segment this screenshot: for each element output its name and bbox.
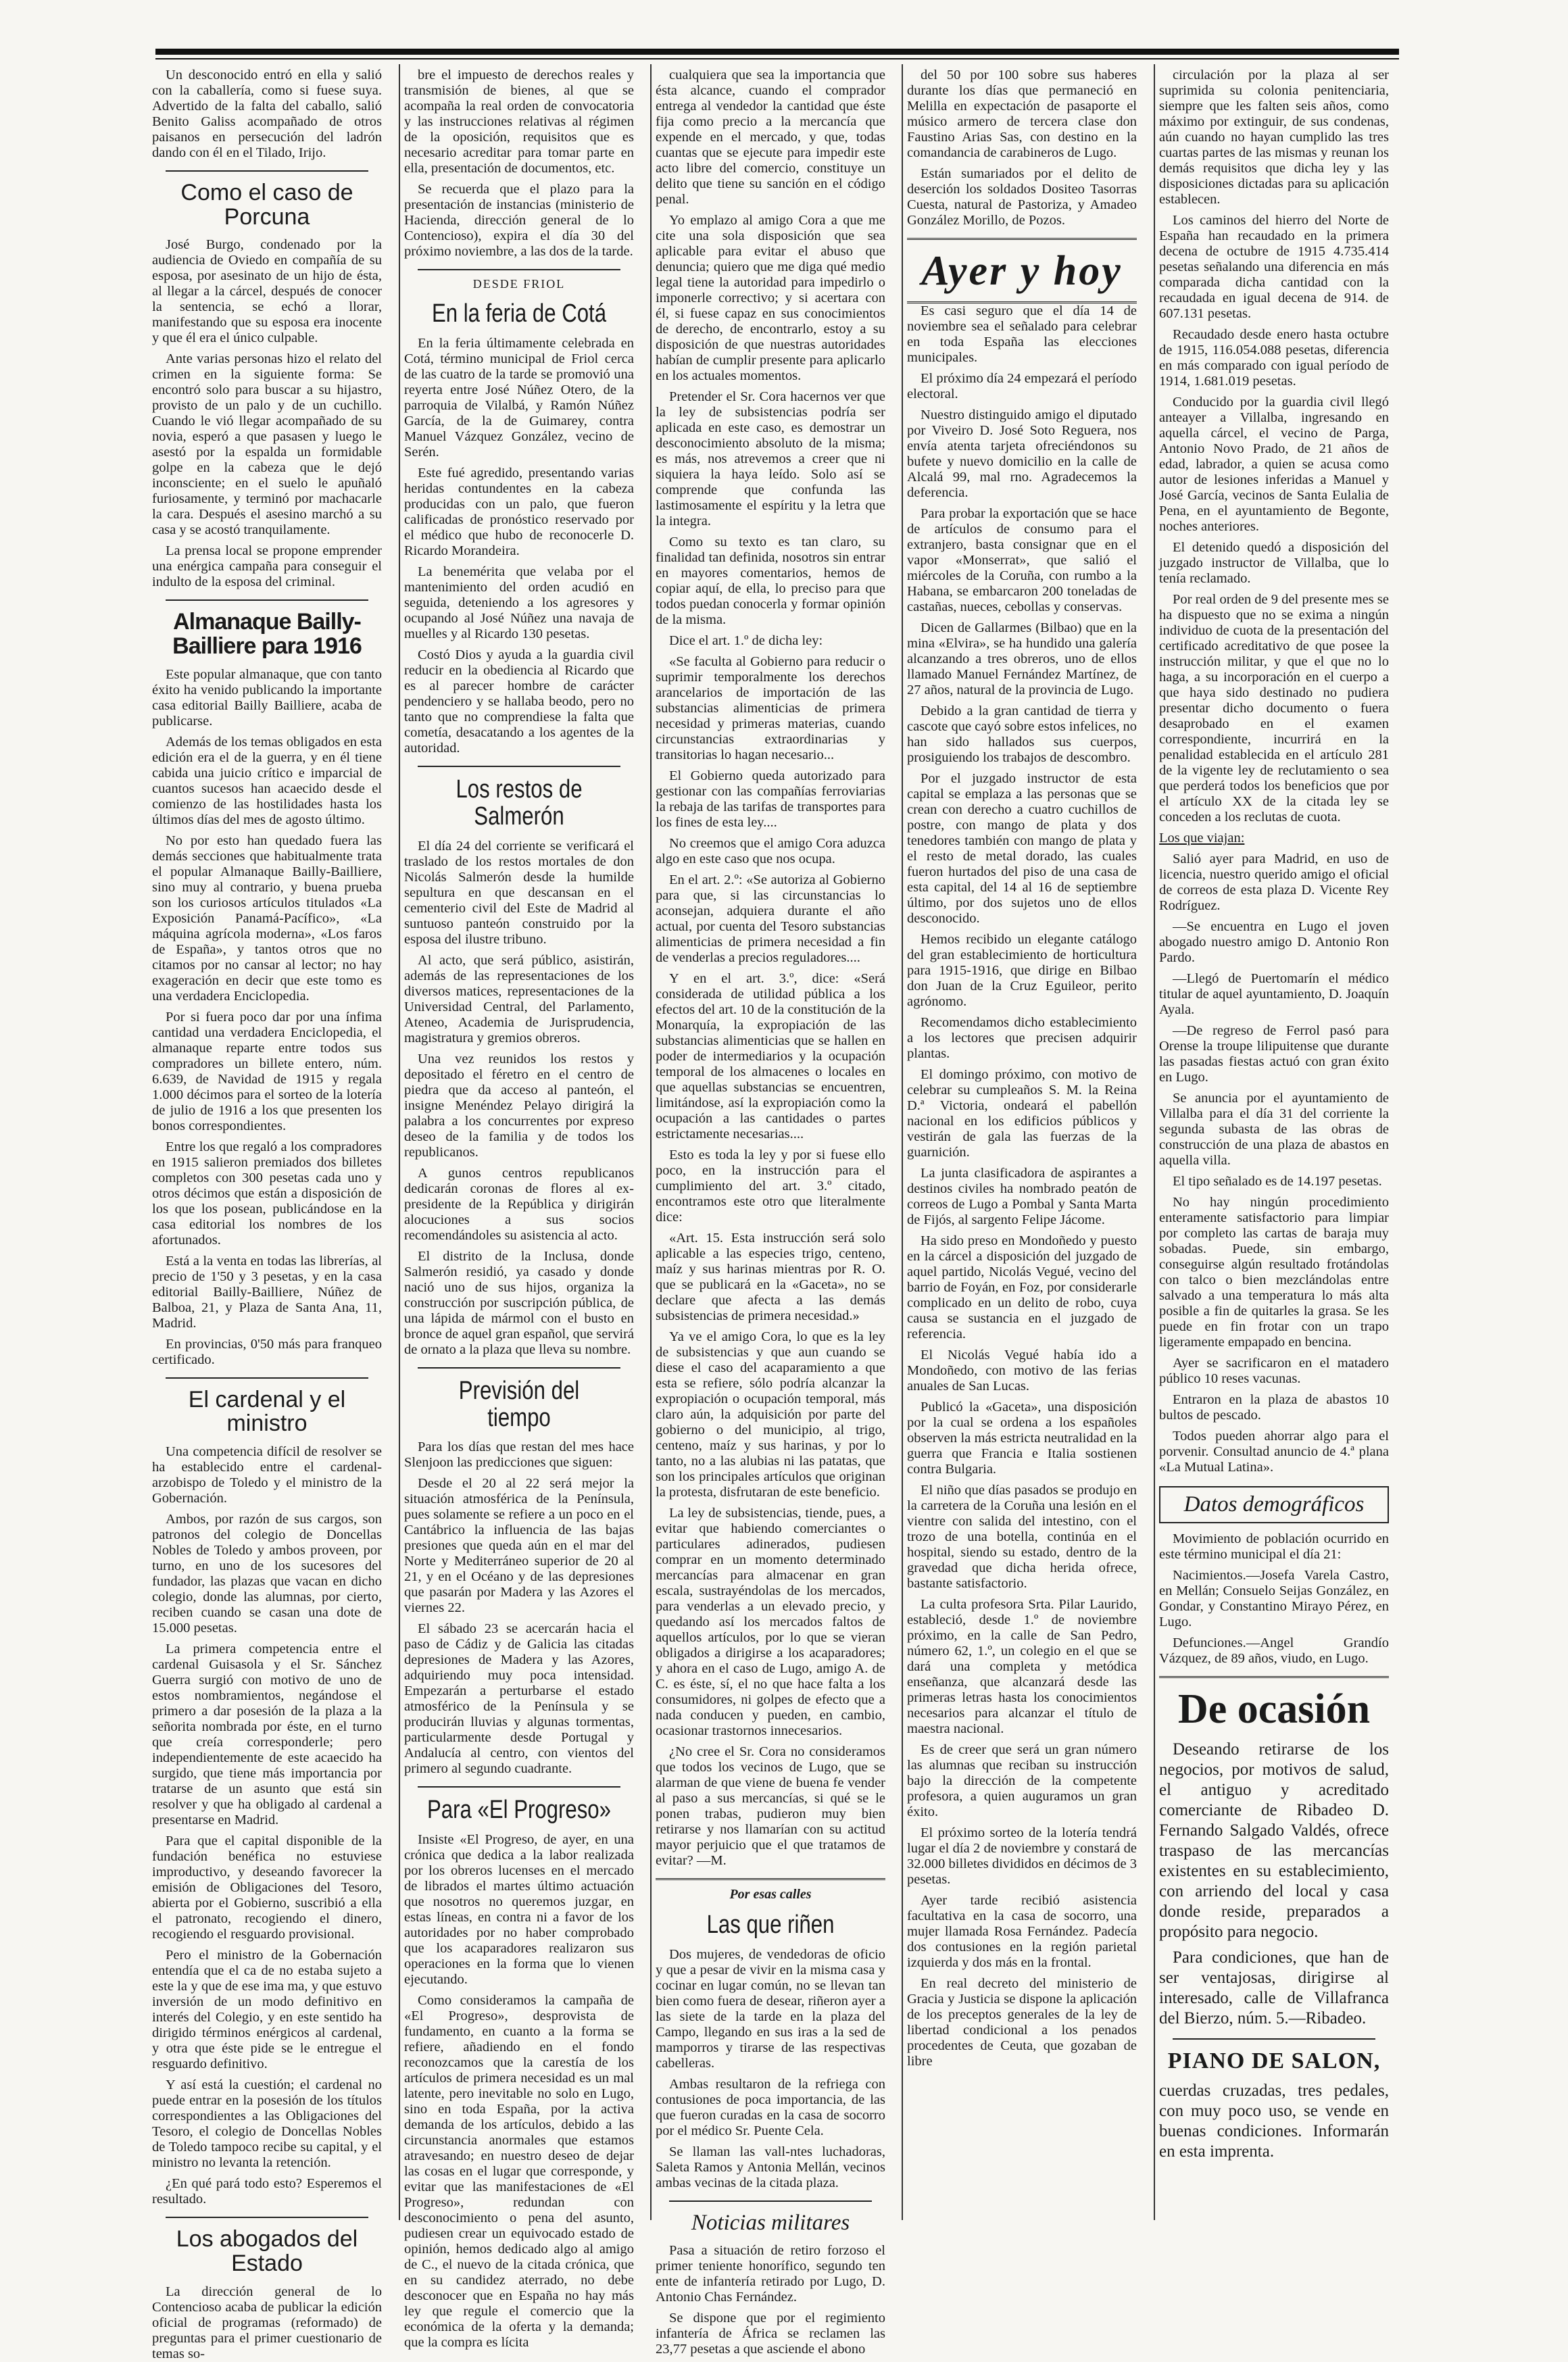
paragraph: La prensa local se propone emprender una enérgica campaña para conseguir el indulto de la esposa del criminal.: [152, 543, 382, 590]
paragraph: Al acto, que será público, asistirán, además de las representaciones de los diversos matices, representaciones de la Universidad Central, del Parlamento, Ateneo, Academia de Jurisprudencia, magistratura y gremios obreros.: [404, 952, 634, 1045]
paragraph: José Burgo, condenado por la audiencia de Oviedo en compañía de su esposa, por asesinato de un hijo de ésta, al llegar a la cárcel, después de conocer la sentencia, se echó a llorar, manifestando que su esposa era inocente y que él era el único culpable.: [152, 237, 382, 346]
paragraph: Debido a la gran cantidad de tierra y cascote que cayó sobre estos infelices, no han sido hallados sus cuerpos, prosiguiendo los trabajos de descombro.: [907, 704, 1137, 766]
ad-ocasion: [1159, 1740, 1389, 2029]
divider: [1173, 2038, 1375, 2040]
column-separator: [650, 64, 652, 2220]
paragraph: El detenido quedó a disposición del juzgado instructor de Villalba, que lo tenía reclamado.: [1159, 540, 1389, 586]
headline-piano: PIANO DE SALON,: [1167, 2048, 1381, 2073]
paragraph: Ante varias personas hizo el relato del crimen en la siguiente forma: Se encontró solo para buscar a su hijastro, provisto de un palo y de un cuchillo. Cuando le vió llegar acompañado de su novia, esperó a que pasasen y luego le asestó por la espalda un formidable golpe en la cabeza que le dejó inconsciente; en el suelo le apuñaló furiosamente, y terminó por machacarle la cara. Después el asesino marchó a su casa y se acostó tranquilamente.: [152, 351, 382, 538]
paragraph: Yo emplazo al amigo Cora a que me cite una sola disposición que sea aplicable para evitar el abuso que denuncia; quiero que me diga qué medio legal tiene la autoridad para impedirlo o imponerle correctivo; y si acertara con él, si fuese capaz en sus conocimientos de derecho, de encontrarlo, estoy a su disposición de que nuestras autoridades habían de cumplir presente para aplicarlo en los actuales momentos.: [656, 213, 885, 383]
paragraph: Desde el 20 al 22 será mejor la situación atmosférica de la Península, pues solamente se refiere a un poco en el Cantábrico la influencia de las bajas presiones que queda aún en el mar del Norte y Mediterráneo superior de 20 al 21, y en el Océano y de las depresiones que pasarán por Madera y las Azores el viernes 22.: [404, 1476, 634, 1616]
paragraph: El sábado 23 se acercarán hacia el paso de Cádiz y de Galicia las citadas depresiones de Madera y las Azores, adquiriendo muy poca intensidad. Empezarán a perturbarse el estado atmosférico de la Península y se producirán lluvias y algunas tormentas, particularmente desde Portugal y Andalucía al centro, con vientos del primero al segundo cuadrante.: [404, 1621, 634, 1777]
column-separator: [399, 64, 400, 2220]
datos-box: [1159, 1486, 1389, 1523]
paragraph: En la feria últimamente celebrada en Cotá, término municipal de Friol cerca de las cuatro de la tarde se promovió una reyerta entre José Núñez Otero, de la parroquia de Vilalbá, y Ramón Núñez García, de la de Guimarey, contra Manuel Vázquez González, vecino de Serén.: [404, 335, 634, 460]
paragraph: Están sumariados por el delito de deserción los soldados Dositeo Tasorras Cuesta, natural de Pastoriza, y Amadeo González Morillo, de Pozos.: [907, 166, 1137, 228]
kicker-calles: Por esas calles: [729, 1887, 812, 1902]
paragraph: Como consideramos la campaña de «El Progreso», desprovista de fundamento, en cuanto a la forma se refiere, añadiendo en el fondo reconozcamos que la carestía de los artículos de primera necesidad es un mal latente, pero inevitable no solo en Lugo, sino en toda España, por la activa demanda de los artículos, debido a las circunstancia anormales que estamos atravesando; en nuestro deseo de dejar las cosas en el lugar que corresponde, y evitar que las manifestaciones de «El Progreso», redundan con desconocimiento o pena del asunto, pudiesen crear un equivocado estado de opinión, hemos dedicado algo al amigo de C., el nuevo de la citada crónica, que en su candidez aterrado, no debe desconocer que en España no hay más ley que regule el comercio que la económica de la oferta y la demanda; que la compra es lícita: [404, 1993, 634, 2351]
divider: [1159, 1676, 1389, 1678]
paragraph: Ayer tarde recibió asistencia facultativa en la casa de socorro, una mujer llamada Rosa Fernández. Padecía dos contusiones en la región parietal izquierda y dos más en la frontal.: [907, 1893, 1137, 1971]
paragraph: Este popular almanaque, que con tanto éxito ha venido publicando la importante casa editorial Bailly Bailliere, acaba de publicarse.: [152, 666, 382, 729]
paragraph: Para que el capital disponible de la fundación benéfica no estuviese improductivo, y deseando favorecer la emisión de Obligaciones del Tesoro, abierta por el Gobierno, suscribió a ella el patronato, recogiendo el dinero, recogiendo el resguardo provisional.: [152, 1834, 382, 1942]
paragraph: Y en el art. 3.º, dice: «Será considerada de utilidad pública a los efectos del art. 10 de la constitución de la Monarquía, la expropiación de las substancias alimenticias que se hallen en poder de intermediarios y la ocupación temporal de los almacenes o locales en que aquellas substancias se encuentren, limitándose, así la expropiación como la ocupación a las cantidades o partes estrictamente necesarias....: [656, 971, 885, 1141]
paragraph: El Nicolás Vegué había ido a Mondoñedo, con motivo de las ferias anuales de San Lucas.: [907, 1348, 1137, 1394]
paragraph: Publicó la «Gaceta», una disposición por la cual se ordena a los españoles observen la más estricta neutralidad en la guerra que Francia e Italia sostienen contra Bulgaria.: [907, 1400, 1137, 1477]
paragraph: Además de los temas obligados en esta edición era el de la guerra, y en él tiene cabida una juicio crítico e imparcial de cuantos sucesos han acaecido desde el comienzo de las hostilidades hasta los últimos días del mes de agosto último.: [152, 734, 382, 827]
paragraph: Y así está la cuestión; el cardenal no puede entrar en la posesión de los títulos correspondientes a las Obligaciones del Tesoro, el colegio de Doncellas Nobles de Toledo tampoco recibe su capital, y el ministro no levanta la retención.: [152, 2077, 382, 2171]
headline-datos: Datos demográficos: [1183, 1492, 1365, 1517]
paragraph: No por esto han quedado fuera las demás secciones que habitualmente trata el popular Almanaque Bailly-Bailliere, sino muy al contrario, y buena prueba son los curiosos artículos titulados «La Exposición Panamá-Pacífico», «La máquina agrícola moderna», «Los faros de España», y tantos otros que no citamos por no cansar al lector; no hay exageración en decir que este tomo es una verdadera Enciclopedia.: [152, 833, 382, 1004]
paragraph: Nuestro distinguido amigo el diputado por Viveiro D. José Soto Reguera, nos envía atenta tarjeta ofreciéndonos su bufete y nuevo domicilio en la calle de Alcalá 99, mal rno. Agradecemos la deferencia.: [907, 408, 1137, 501]
divider: [166, 170, 368, 172]
paragraph: Se llaman las vall-ntes luchadoras, Saleta Ramos y Antonia Mellán, vecinos ambas vecinas de la citada plaza.: [656, 2144, 885, 2190]
divider: [418, 1367, 620, 1369]
headline-militares: Noticias militares: [691, 2210, 850, 2235]
headline-porcuna: Como el caso de Porcuna: [180, 180, 353, 230]
paragraph: Ambas resultaron de la refriega con contusiones de poca importancia, de las que fueron curadas en la casa de socorro por el médico Sr. Puente Cela.: [656, 2076, 885, 2138]
paragraph: Como su texto es tan claro, su finalidad tan definida, nosotros sin entrar en mayores comentarios, hemos de copiar aquí, de ella, lo preciso para que todos puedan conocerla y formar opinión de la misma.: [656, 535, 885, 627]
headline-cardenal: El cardenal y el ministro: [188, 1386, 346, 1437]
paragraph: En real decreto del ministerio de Gracia y Justicia se dispone la aplicación de los preceptos generales de la ley de libertad condicional a los penados procedentes de Ceuta, que gozaban de libre: [907, 1976, 1137, 2069]
divider: [166, 2217, 368, 2218]
top-rule-thin: [155, 58, 1399, 59]
paragraph: Conducido por la guardia civil llegó anteayer a Villalba, ingresando en aquella cárcel, el vecino de Parga, Antonio Novo Prado, de 21 años de edad, labrador, a quien se acusa como autor de lesiones inferidas a Manuel y José García, vecinos de Santa Eulalia de Pena, en el ayuntamiento de Begonte, noches anteriores.: [1159, 395, 1389, 534]
divider: [907, 238, 1137, 240]
paragraph: Costó Dios y ayuda a la guardia civil reducir en la obediencia al Ricardo que es al parecer hombre de carácter pendenciero y se hallaba beodo, pero no tanto que no comprendiese la falta que cometía, desacatando a los agentes de la autoridad.: [404, 647, 634, 756]
column-separator: [902, 64, 903, 2220]
paragraph: —De regreso de Ferrol pasó para Orense la troupe lilipuitense que durante las pasadas fiestas actuó con gran éxito en Lugo.: [1159, 1023, 1389, 1085]
paragraph: El próximo sorteo de la lotería tendrá lugar el día 2 de noviembre y constará de 32.000 billetes divididos en décimos de 3 pesetas.: [907, 1825, 1137, 1888]
paragraph: Por real orden de 9 del presente mes se ha dispuesto que no se exima a ningún individuo de cuota de la presentación del certificado acreditativo de que posee la instrucción militar, y que el que no lo haga, a su incorporación en el cuerpo a que haya sido destinado no pudiera presentar dicho documento o fuera desaprobado en el examen correspondiente, incurrirá en la penalidad establecida en el artículo 281 de la vigente ley de reclutamiento o sea que perderá todos los beneficios que por el artículo XX de la citada ley se conceden a los reclutas de cuota.: [1159, 592, 1389, 825]
paragraph: Ha sido preso en Mondoñedo y puesto en la cárcel a disposición del juzgado de aquel partido, Nicolás Vegué, vecino del barrio de Foyán, en Foz, por considerarle complicado en un delito de robo, cuya causa se sustancia en el juzgado de referencia.: [907, 1233, 1137, 1342]
paragraph: Salió ayer para Madrid, en uso de licencia, nuestro querido amigo el oficial de correos de esta plaza D. Vicente Rey Rodríguez.: [1159, 852, 1389, 913]
paragraph: Es casi seguro que el día 14 de noviembre sea el señalado para celebrar en toda España las elecciones municipales.: [907, 303, 1137, 366]
paragraph: Este fué agredido, presentando varias heridas contundentes en la cabeza producidas con un palo, que fueron calificadas de pronóstico reservado por el médico que hubo de reconocerle D. Ricardo Morandeira.: [404, 465, 634, 558]
paragraph: Entraron en la plaza de abastos 10 bultos de pescado.: [1159, 1392, 1389, 1423]
paragraph: Una vez reunidos los restos y depositado el féretro en el centro de piedra que da acceso al panteón, el insigne Menéndez Pelayo dirigirá la palabra a los concurrentes por expreso deseo de la familia y de todos los republicanos.: [404, 1051, 634, 1160]
paragraph: En provincias, 0'50 más para franqueo certificado.: [152, 1336, 382, 1367]
paragraph: Defunciones.—Angel Grandío Vázquez, de 89 años, viudo, en Lugo.: [1159, 1635, 1389, 1666]
paragraph: Ambos, por razón de sus cargos, son patronos del colegio de Doncellas Nobles de Toledo y ambos proveen, por turno, en uno de los sucesores del fundador, las plazas que vacan en dicho colegio, donde las alumnas, por cierto, reciben cuando se casan una dote de 15.000 pesetas.: [152, 1512, 382, 1636]
paragraph: Pretender el Sr. Cora hacernos ver que la ley de subsistencias podría ser aplicada en este caso, es demostrar un desconocimiento absoluto de la misma; es más, nos atrevemos a creer que ni siquiera la haya leído. Solo así se comprende que confunda las lastimosamente el espíritu y la letra que la integra.: [656, 389, 885, 528]
paragraph: Se anuncia por el ayuntamiento de Villalba para el día 31 del corriente la segunda subasta de las obras de construcción de una plaza de abastos en aquella villa.: [1159, 1091, 1389, 1168]
divider: [418, 1786, 620, 1788]
paragraph: del 50 por 100 sobre sus haberes durante los días que permaneció en Melilla en expectación de pasaporte el músico armero de tercera clase don Faustino Arias Sas, con destino en la comandancia de carabineros de Lugo.: [907, 68, 1137, 160]
headline-almanaque: Almanaque Bailly-Bailliere para 1916: [172, 609, 362, 660]
paragraph: Recaudado desde enero hasta octubre de 1915, 116.054.088 pesetas, diferencia en más comparado con igual período de 1914, 1.681.019 pesetas.: [1159, 327, 1389, 389]
headline-prevision: Previsión del tiempo: [458, 1376, 580, 1432]
paragraph: El Gobierno queda autorizado para gestionar con las compañías ferroviarias la rebaja de las tarifas de transportes para los fines de esta ley....: [656, 768, 885, 830]
paragraph: Ayer se sacrificaron en el matadero público 10 reses vacunas.: [1159, 1356, 1389, 1386]
paragraph: Está a la venta en todas las librerías, al precio de 1'50 y 3 pesetas, y en la casa editorial Bailly-Bailliere, Núñez de Balboa, 21, y Plaza de Santa Ana, 11, Madrid.: [152, 1253, 382, 1331]
paragraph: El domingo próximo, con motivo de celebrar su cumpleaños S. M. la Reina D.ª Victoria, ondeará el pabellón nacional en los edificios públicos y vestirán de gala las fuerzas de la guarnición.: [907, 1067, 1137, 1160]
paragraph: El día 24 del corriente se verificará el traslado de los restos mortales de don Nicolás Salmerón desde la humilde sepultura en que descansan en el cementerio civil del Este de Madrid al suntuoso panteón construido por la esposa del ilustre tribuno.: [404, 838, 634, 947]
paragraph: Movimiento de población ocurrido en este término municipal el día 21:: [1159, 1531, 1389, 1562]
paragraph: Es de creer que será un gran número las alumnas que reciban su instrucción bajo la dirección de la competente profesora, a quien auguramos un gran éxito.: [907, 1742, 1137, 1820]
paragraph: La ley de subsistencias, tiende, pues, a evitar que habiendo comerciantes o particulares adinerados, pudiesen comprar en un momento determinado mercancías para almacenar en gran escala, sustrayéndolas de los mercados, para venderlas a un elevado precio, y quedando así los mercados faltos de aquellos artículos, por lo que se vieran obligados a dirigirse a los acaparadores; y ahora en el caso de Lugo, amigo A. de C. es éste, sí, el no que hace falta a los consumidores, ni golpes de efecto que a nada conducen y pueden, en cambio, ocasionar trastornos innecesarios.: [656, 1506, 885, 1738]
paragraph: —Se encuentra en Lugo el joven abogado nuestro amigo D. Antonio Ron Pardo.: [1159, 919, 1389, 965]
headline-progreso: Para «El Progreso»: [427, 1796, 611, 1825]
paragraph: Dos mujeres, de vendedoras de oficio y que a pesar de vivir en la misma casa y cocinar en lugar común, no se llevan tan bien como fuera de desear, riñeron ayer a las siete de la tarde en la plaza del Campo, llegando en sus iras a la sed de mamporros y tirarse de las respectivas cabelleras.: [656, 1946, 885, 2071]
paragraph: Para probar la exportación que se hace de artículos de consumo para el extranjero, basta consignar que en el vapor «Monserrat», que salió el miércoles de la Coruña, con rumbo a la Habana, se embarcaron 200 toneladas de castañas, nueces, cebollas y conservas.: [907, 506, 1137, 615]
paragraph: El niño que días pasados se produjo en la carretera de la Coruña una lesión en el vientre con salida del intestino, con el trozo de una botella, continúa en el hospital, siendo su estado, dentro de la gravedad que dicha herida ofrece, bastante satisfactorio.: [907, 1483, 1137, 1592]
divider: [418, 269, 620, 270]
subheading-viajan: Los que viajan:: [1159, 831, 1245, 845]
paragraph: No creemos que el amigo Cora aduzca algo en este caso que nos ocupa.: [656, 836, 885, 866]
paragraph: Se recuerda que el plazo para la presentación de instancias (ministerio de Hacienda, dirección general de lo Contencioso), expira el día 30 del próximo noviembre, a las dos de la tarde.: [404, 182, 634, 259]
paragraph: En el art. 2.º: «Se autoriza al Gobierno para que, si las circunstancias lo aconsejan, adquiera durante el año actual, por cuenta del Tesoro substancias alimenticias de primera necesidad a fin de venderlas a precios reguladores....: [656, 872, 885, 965]
column-3: [656, 68, 885, 2357]
headline-salmeron: Los restos de Salmerón: [456, 774, 583, 831]
paragraph: «Se faculta al Gobierno para reducir o suprimir temporalmente los derechos arancelarios de importación de las substancias alimenticias de primera necesidad y primeras materias, cuando circunstancias extraordinarias y transitorias lo hagan necesario...: [656, 654, 885, 762]
divider: [418, 766, 620, 767]
paragraph: Dicen de Gallarmes (Bilbao) que en la mina «Elvira», se ha hundido una galería alcanzando a tres obreros, uno de ellos llamado Manuel Fernández Martínez, de 27 años, natural de la provincia de Lugo.: [907, 620, 1137, 698]
paragraph: Recomendamos dicho establecimiento a los lectores que precisen adquirir plantas.: [907, 1015, 1137, 1062]
top-rule: [155, 49, 1399, 55]
paragraph: La culta profesora Srta. Pilar Laurido, estableció, desde 1.º de noviembre próximo, en la calle de San Pedro, número 62, 1.º, un colegio en el que se dará una completa y metódica enseñanza, que alcanzará desde las primeras letras hasta los conocimientos necesarios para alcanzar el título de maestra nacional.: [907, 1597, 1137, 1737]
column-5: [1159, 68, 1389, 2217]
paragraph: El distrito de la Inclusa, donde Salmerón residió, ya casado y donde nació uno de sus hijos, organiza la construcción por suscripción pública, de una lápida de mármol con el busto en bronce de aquel gran español, que servirá de ornato a la plaza que lleva su nombre.: [404, 1248, 634, 1357]
paragraph: Insiste «El Progreso, de ayer, en una crónica que dedica a la labor realizada por los obreros lucenses en el mercado de librados el martes último actuación que nosotros no queremos juzgar, en estas líneas, en contra ni a favor de los autoridades por no haber comprobado que los acaparadores realizaron sus operaciones en la forma que lo vienen ejecutando.: [404, 1832, 634, 1988]
paragraph: Ya ve el amigo Cora, lo que es la ley de subsistencias y que aun cuando se diese el caso del acaparamiento a que esta se refiere, sólo podría alcanzar la expropiación o ocupación temporal, más claro aún, la adquisición por parte del gobierno o del municipio, al trigo, centeno, maíz y sus harinas, y por lo tanto, no a las alubias ni las patatas, que son los principales artículos que originan la protesta, disfrutaran de este beneficio.: [656, 1329, 885, 1500]
paragraph: La junta clasificadora de aspirantes a destinos civiles ha nombrado peatón de correos de Lugo a Pombal y Santa Marta de Fijós, al sargento Felipe Jácome.: [907, 1166, 1137, 1228]
paragraph: La primera competencia entre el cardenal Guisasola y el Sr. Sánchez Guerra surgió con motivo de uno de estos nombramientos, negándose el primero a dar posesión de la plaza a la señorita nombrada por éste, en el turno que creía corresponderle; pero independientemente de este acaecido ha surgido, que tiene más importancia por tratarse de un asunto que está sin resolver y que ha obligado al cardenal a presentarse en Madrid.: [152, 1642, 382, 1828]
column-separator: [1154, 64, 1155, 2220]
paragraph: Un desconocido entró en ella y salió con la caballería, como si fuese suya. Advertido de la falta del caballo, salió Benito Galiss acompañado de otros paisanos en persecución del ladrón dando con él en el Tilado, Irijo.: [152, 68, 382, 160]
paragraph: Hemos recibido un elegante catálogo del gran establecimiento de horticultura para 1915-1916, que dirige en Bilbao don Juan de la Cruz Eguileor, perito agrónomo.: [907, 932, 1137, 1010]
paragraph: La benemérita que velaba por el mantenimiento del orden acudió en seguida, deteniendo a los agresores y ocupando al José Núñez una navaja de muelles y al Ricardo 130 pesetas.: [404, 564, 634, 641]
paragraph: Se dispone que por el regimiento infantería de África se reclamen las 23,77 pesetas a que asciende el abono: [656, 2310, 885, 2357]
column-1: [152, 68, 382, 2361]
paragraph: Pero el ministro de la Gobernación entendía que el ca de no estaba sujeto a este la y que de ese ima ma, y que estuvo inversión de un modo definitivo en interés del Colegio, y en este sentido ha dirigido términos enérgicos al cardenal, y otra que éste pide se le entregue el resguardo definitivo.: [152, 1948, 382, 2072]
paragraph: Para condiciones, que han de ser ventajosas, dirigirse al interesado, calle de Villafranca del Bierzo, núm. 5.—Ribadeo.: [1159, 1948, 1389, 2027]
divider: [669, 2200, 872, 2202]
divider: [656, 1878, 885, 1880]
paragraph: La dirección general de lo Contencioso acaba de publicar la edición oficial de programas (reformado) de preguntas para el primer cuestionario de temas so-: [152, 2284, 382, 2361]
paragraph: Esto es toda la ley y por si fuese ello poco, en la instrucción para el cumplimiento del art. 3.º citado, encontramos este otro que literalmente dice:: [656, 1148, 885, 1225]
paragraph: Por el juzgado instructor de esta capital se emplaza a las personas que se crean con derecho a cuatro cuchillos de postre, con mango de plata y dos tenedores también con mango de plata y el resto de metal dorado, las cuales fueron hurtados del piso de una casa de esta capital, del 14 al 16 de septiembre último, por dos sujetos uno de ellos desconocido.: [907, 771, 1137, 927]
divider: [166, 599, 368, 601]
column-4: [907, 68, 1137, 2217]
kicker-friol: DESDE FRIOL: [472, 277, 566, 291]
headline-ocasion: De ocasión: [1177, 1686, 1371, 1732]
headline-abogados: Los abogados del Estado: [176, 2226, 358, 2276]
paragraph: Entre los que regaló a los compradores en 1915 salieron premiados dos billetes completos con 300 pesetas cada uno y otros décimos que están a disposición de los que los posean, publicándose en la casa editorial los nombres de los afortunados.: [152, 1139, 382, 1248]
paragraph: cuerdas cruzadas, tres pedales, con muy poco uso, se vende en buenas condiciones. Informarán en esta imprenta.: [1159, 2082, 1389, 2161]
paragraph: El próximo día 24 empezará el período electoral.: [907, 371, 1137, 402]
paragraph: cualquiera que sea la importancia que ésta alcance, cuando el comprador entrega al vendedor la cantidad que éste fija como precio a la mercancía que expende en el mercado, y que, todas cuantas que se ejecute para impedir este acto libre del comercio, constituye un delito que tiene su sanción en el código penal.: [656, 68, 885, 207]
paragraph: Para los días que restan del mes hace Slenjoon las predicciones que siguen:: [404, 1440, 634, 1471]
paragraph: Pasa a situación de retiro forzoso el primer teniente honorífico, segundo ten ente de infantería retirado por Lugo, D. Antonio Chas Fernández.: [656, 2242, 885, 2305]
divider: [166, 1377, 368, 1379]
paragraph: A gunos centros republicanos dedicarán coronas de flores al ex-presidente de la República y dirigirán alocuciones a sus socios recomendándoles su asistencia al acto.: [404, 1165, 634, 1243]
paragraph: Todos pueden ahorrar algo para el porvenir. Consultad anuncio de 4.ª plana «La Mutual Latina».: [1159, 1429, 1389, 1475]
paragraph: circulación por la plaza al ser suprimida su colonia penitenciaria, siempre que les falten seis años, como máximo por extinguir, de sus condenas, aún cuando no hayan cumplido las tres cuartas partes de las mismas y reunan los demás requisitos que dicha ley y las disposiciones dictadas para su aplicación establecen.: [1159, 68, 1389, 207]
paragraph: Una competencia difícil de resolver se ha establecido entre el cardenal-arzobispo de Toledo y el ministro de la Gobernación.: [152, 1444, 382, 1506]
paragraph: «Art. 15. Esta instrucción será solo aplicable a las especies trigo, centeno, maíz y sus harinas mientras por R. O. que se publicará en la «Gaceta», no se declare que afecta a las demás subsistencias de primera necesidad.»: [656, 1231, 885, 1323]
column-2: [404, 68, 634, 2351]
paragraph: ¿En qué pará todo esto? Esperemos el resultado.: [152, 2176, 382, 2207]
headline-ayer-hoy: Ayer y hoy: [921, 248, 1123, 294]
paragraph: Por si fuera poco dar por una ínfima cantidad una verdadera Enciclopedia, el almanaque reparte entre todos sus compradores un billete entero, núm. 6.639, de Navidad de 1915 y regala 1.000 décimos para el sorteo de la lotería de julio de 1916 a los que presenten los bonos correspondientes.: [152, 1009, 382, 1133]
headline-feria: En la feria de Cotá: [431, 299, 607, 328]
paragraph: Nacimientos.—Josefa Varela Castro, en Mellán; Consuelo Seijas González, en Gondar, y Constantino Mirayo Pérez, en Lugo.: [1159, 1567, 1389, 1629]
paragraph: El tipo señalado es de 14.197 pesetas.: [1173, 1174, 1382, 1189]
paragraph: —Llegó de Puertomarín el médico titular de aquel ayuntamiento, D. Joaquín Ayala.: [1159, 971, 1389, 1017]
paragraph: Deseando retirarse de los negocios, por motivos de salud, el antiguo y acreditado comerciante de Ribadeo D. Fernando Salgado Valdés, ofrece traspaso de las mercancías existentes en su establecimiento, con arriendo del local y casa donde reside, preparados a propósito para negocio.: [1159, 1740, 1389, 1941]
paragraph: No hay ningún procedimiento enteramente satisfactorio para limpiar por completo las cartas de baraja muy sobadas. Puede, sin embargo, conseguirse algún resultado frotándolas con talco o bien mezclándolas entre salvado a una temperatura lo más alta posible a fin de quitarles la grasa. Se les puede en fin frotar con un trapo ligeramente empapado en bencina.: [1159, 1195, 1389, 1350]
paragraph: ¿No cree el Sr. Cora no consideramos que todos los vecinos de Lugo, que se alarman de que viene de buena fe vender al paso a sus mercancías, si qué se le ponen trabas, pudieron muy bien retirarse y nos llamarían con su actitud mayor perjuicio que el que tratamos de evitar? —M.: [656, 1744, 885, 1868]
paragraph: Los caminos del hierro del Norte de España han recaudado en la primera decena de octubre de 1915 4.735.414 pesetas señalando una diferencia en más comparada dicha cantidad con la recaudada en igual decena de 914. de 607.131 pesetas.: [1159, 213, 1389, 321]
headline-rinen: Las que riñen: [706, 1911, 835, 1939]
ad-piano: [1159, 2081, 1389, 2162]
paragraph: bre el impuesto de derechos reales y transmisión de bienes, al que se acompaña la real orden de convocatoria y las instrucciones relativas al régimen de la oposición, requisitos que es necesario acreditar para tomar parte en ella, presentación de documentos, etc.: [404, 68, 634, 176]
paragraph: Dice el art. 1.º de dicha ley:: [669, 633, 823, 648]
